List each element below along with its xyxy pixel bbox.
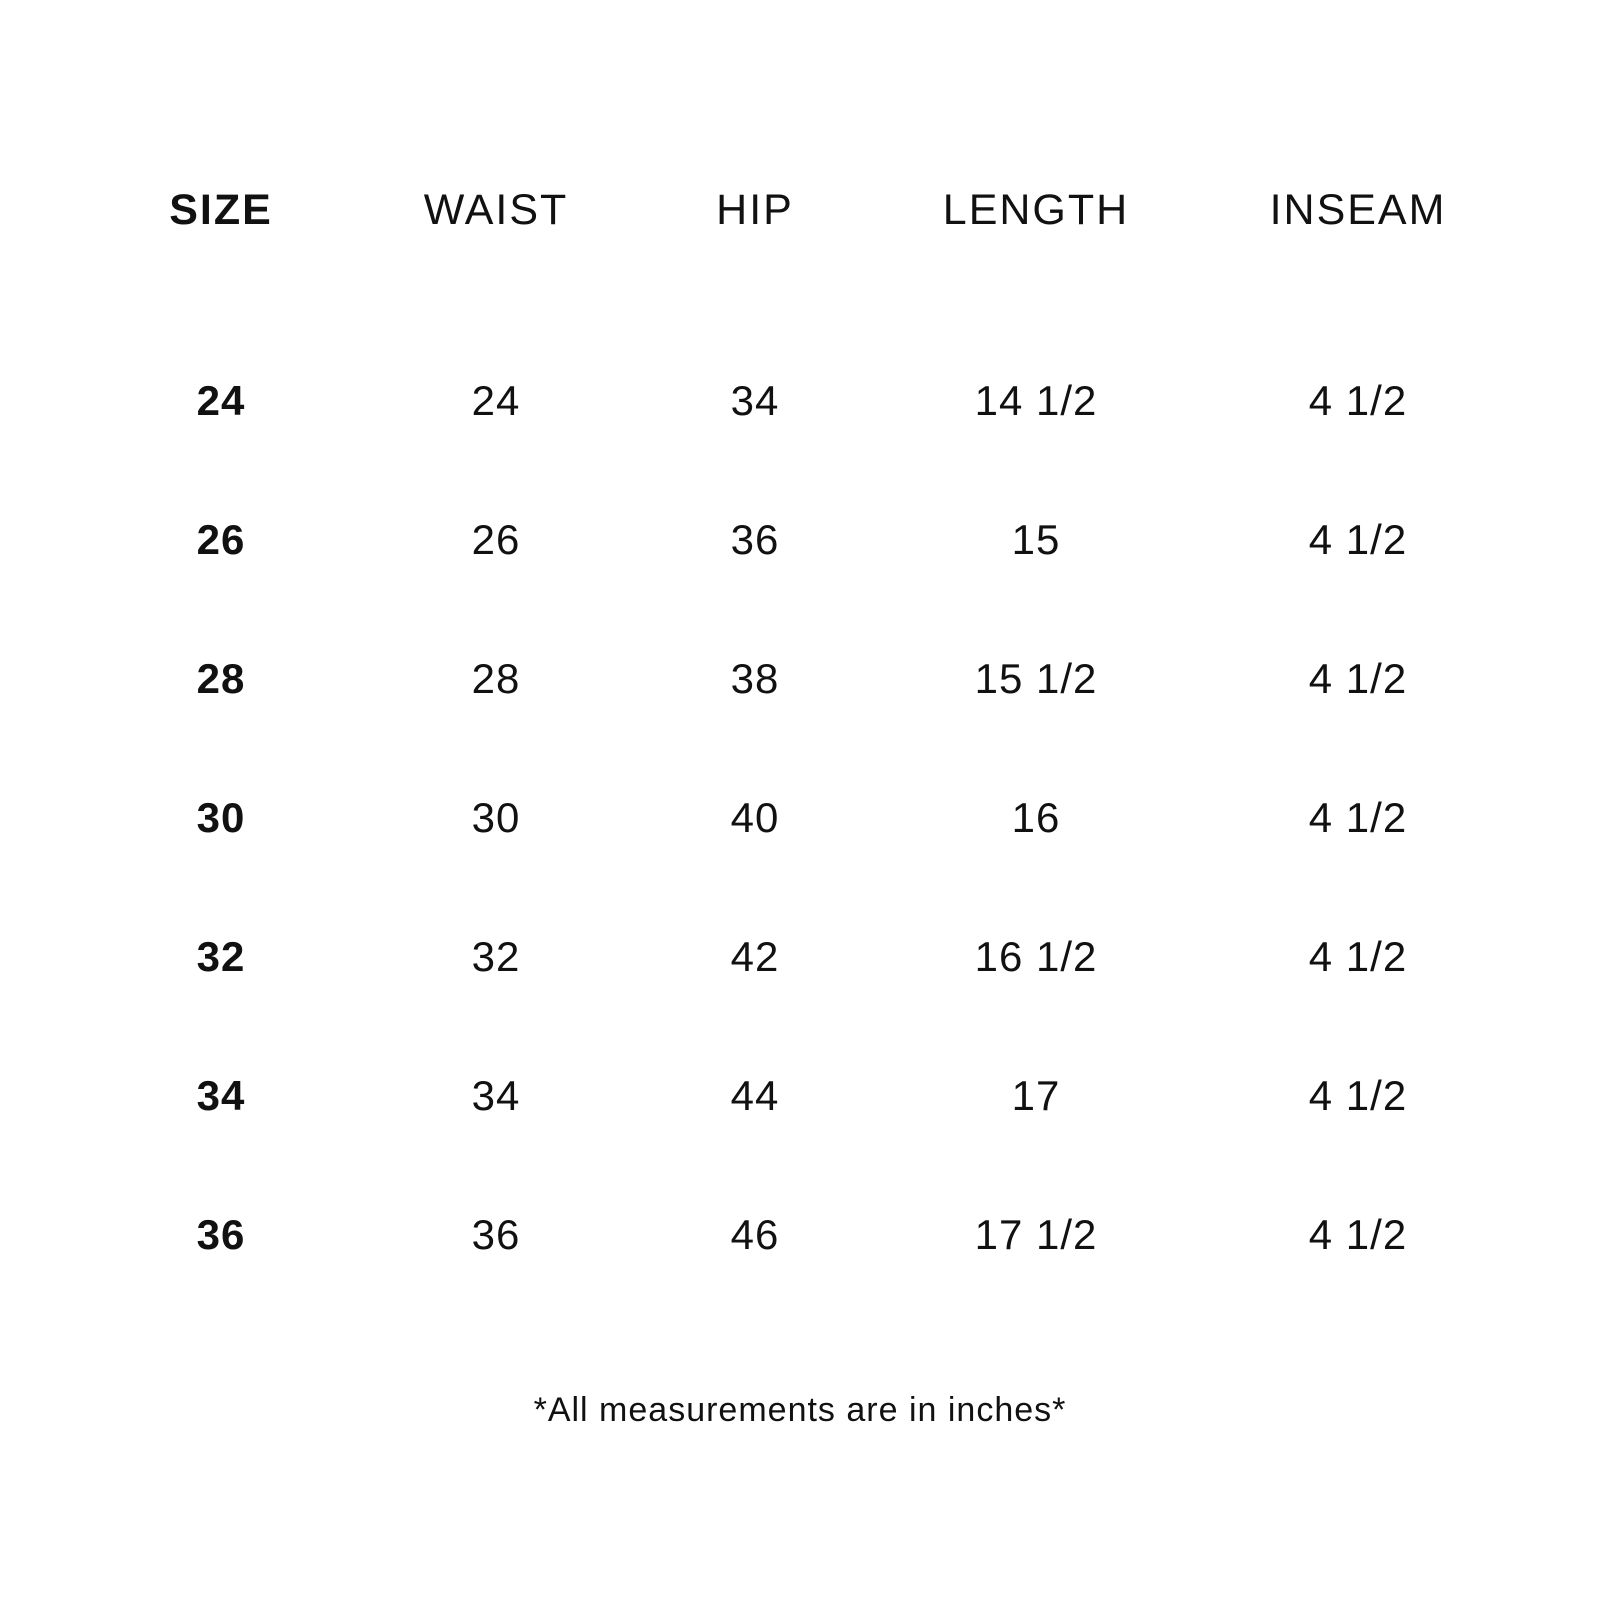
inseam-cell: 4 1/2 xyxy=(1308,794,1408,841)
hip-cell: 44 xyxy=(730,1072,780,1119)
waist-cell: 26 xyxy=(471,516,521,563)
waist-cell: 32 xyxy=(471,933,521,980)
length-cell: 17 1/2 xyxy=(974,1211,1098,1258)
inseam-cell: 4 1/2 xyxy=(1308,1072,1408,1119)
header-hip: HIP xyxy=(716,186,794,234)
hip-cell: 34 xyxy=(730,377,780,424)
inseam-cell: 4 1/2 xyxy=(1308,655,1408,702)
waist-cell: 30 xyxy=(471,794,521,841)
table-row xyxy=(0,371,1600,431)
table-row xyxy=(0,649,1600,709)
waist-cell: 28 xyxy=(471,655,521,702)
size-cell: 24 xyxy=(196,377,246,424)
table-row xyxy=(0,1066,1600,1126)
length-cell: 15 xyxy=(1011,516,1061,563)
size-cell: 32 xyxy=(196,933,246,980)
header-inseam: INSEAM xyxy=(1269,186,1447,234)
hip-cell: 36 xyxy=(730,516,780,563)
inseam-cell: 4 1/2 xyxy=(1308,933,1408,980)
hip-cell: 42 xyxy=(730,933,780,980)
length-cell: 17 xyxy=(1011,1072,1061,1119)
table-row xyxy=(0,510,1600,570)
length-cell: 14 1/2 xyxy=(974,377,1098,424)
hip-cell: 46 xyxy=(730,1211,780,1258)
size-cell: 34 xyxy=(196,1072,246,1119)
inseam-cell: 4 1/2 xyxy=(1308,516,1408,563)
size-cell: 26 xyxy=(196,516,246,563)
size-cell: 36 xyxy=(196,1211,246,1258)
header-length: LENGTH xyxy=(942,186,1130,234)
size-cell: 28 xyxy=(196,655,246,702)
inseam-cell: 4 1/2 xyxy=(1308,377,1408,424)
size-cell: 30 xyxy=(196,794,246,841)
length-cell: 16 xyxy=(1011,794,1061,841)
length-cell: 16 1/2 xyxy=(974,933,1098,980)
header-waist: WAIST xyxy=(423,186,569,234)
table-row xyxy=(0,1205,1600,1265)
table-row xyxy=(0,788,1600,848)
measurement-footnote: *All measurements are in inches* xyxy=(533,1391,1067,1429)
inseam-cell: 4 1/2 xyxy=(1308,1211,1408,1258)
waist-cell: 24 xyxy=(471,377,521,424)
table-header-row xyxy=(0,180,1600,240)
length-cell: 15 1/2 xyxy=(974,655,1098,702)
waist-cell: 34 xyxy=(471,1072,521,1119)
waist-cell: 36 xyxy=(471,1211,521,1258)
hip-cell: 40 xyxy=(730,794,780,841)
hip-cell: 38 xyxy=(730,655,780,702)
header-size: SIZE xyxy=(169,186,273,234)
table-row xyxy=(0,927,1600,987)
